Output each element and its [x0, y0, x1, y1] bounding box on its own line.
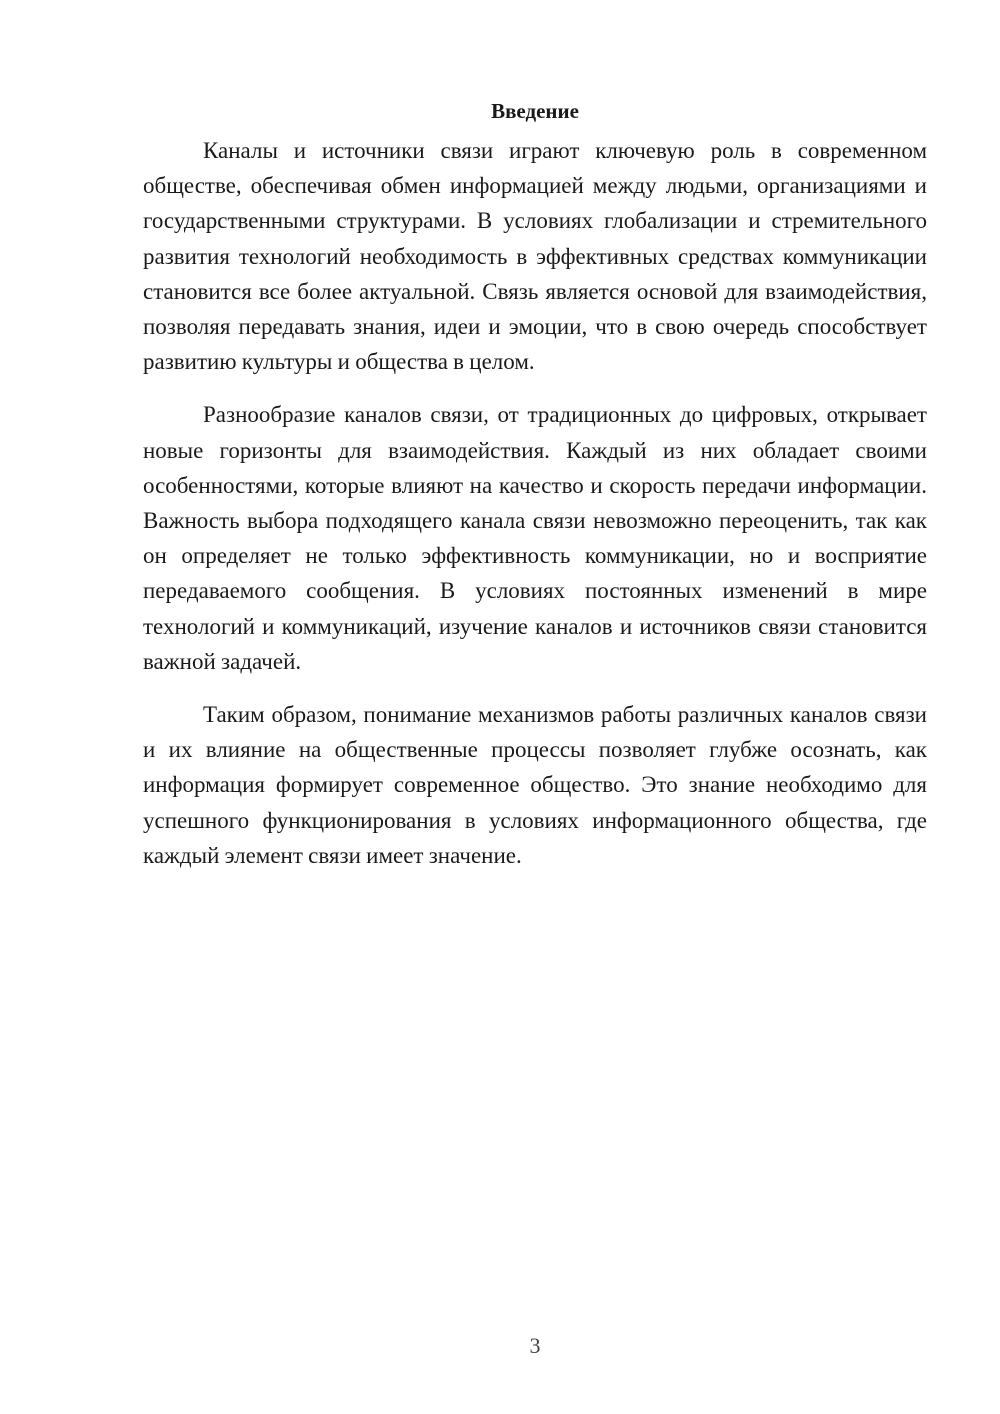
- paragraph-2: Разнообразие каналов связи, от традиционных до цифровых, открывает новые горизонты для взаимодействия. Каждый из них обладает своими особенностями, которые влияют на качество и скорость передачи информации. Важность выбора подходящего канала связи невозможно переоценить, так как он определяет не только эффективность коммуникации, но и восприятие передаваемого сообщения. В условиях постоянных изменений в мире технологий и коммуникаций, изучение каналов и источников связи становится важной задачей.: [143, 402, 927, 674]
- page-number: 3: [529, 1333, 541, 1358]
- page-content: [143, 96, 927, 873]
- section-heading: Введение: [491, 99, 579, 123]
- paragraph-3: Таким образом, понимание механизмов работы различных каналов связи и их влияние на общественные процессы позволяет глубже осознать, как информация формирует современное общество. Это знание необходимо для успешного функционирования в условиях информационного общества, где каждый элемент связи имеет значение.: [143, 702, 927, 868]
- paragraph-1: Каналы и источники связи играют ключевую роль в современном обществе, обеспечивая обмен информацией между людьми, организациями и государственными структурами. В условиях глобализации и стремительного развития технологий необходимость в эффективных средствах коммуникации становится все более актуальной. Связь является основой для взаимодействия, позволяя передавать знания, идеи и эмоции, что в свою очередь способствует развитию культуры и общества в целом.: [143, 138, 927, 375]
